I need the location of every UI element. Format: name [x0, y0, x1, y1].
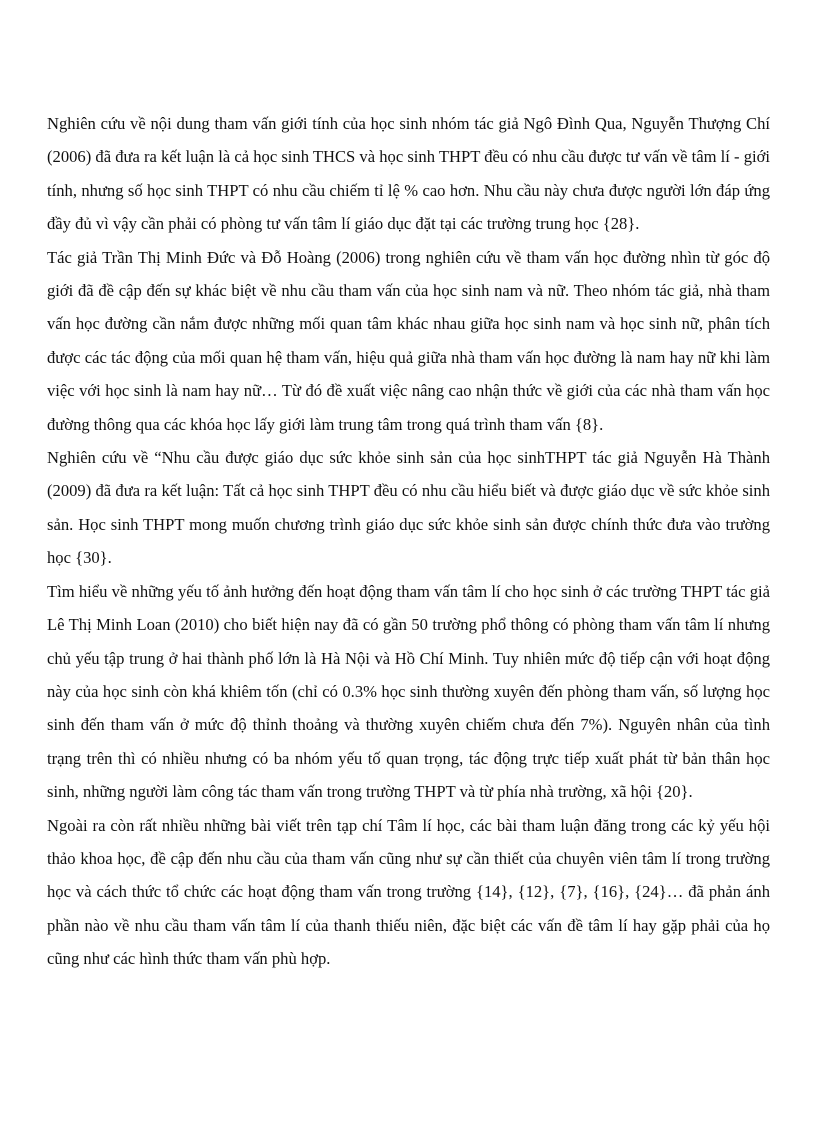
paragraph-reproductive-health: Nghiên cứu về “Nhu cầu được giáo dục sức khỏe sinh sản của học sinhTHPT tác giả Nguyễn Hà Thành (2009) đã đưa ra kết luận: Tất cả học sinh THPT đều có nhu cầu hiểu biết và được giáo dục về sức khỏe sinh sản. Học sinh THPT mong muốn chương trình giáo dục sức khỏe sinh sản được chính thức đưa vào trường học {30}. [47, 448, 770, 568]
paragraph-influencing-factors: Tìm hiểu về những yếu tố ảnh hưởng đến hoạt động tham vấn tâm lí cho học sinh ở các trường THPT tác giả Lê Thị Minh Loan (2010) cho biết hiện nay đã có gần 50 trường phổ thông có phòng tham vấn tâm lí nhưng chủ yếu tập trung ở hai thành phố lớn là Hà Nội và Hồ Chí Minh. Tuy nhiên mức độ tiếp cận với hoạt động này của học sinh còn khá khiêm tốn (chỉ có 0.3% học sinh thường xuyên đến phòng tham vấn, số lượng học sinh đến tham vấn ở mức độ thỉnh thoảng và thường xuyên chiếm chưa đến 7%). Nguyên nhân của tình trạng trên thì có nhiều nhưng có ba nhóm yếu tố quan trọng, tác động trực tiếp xuất phát từ bản thân học sinh, những người làm công tác tham vấn trong trường THPT và từ phía nhà trường, xã hội {20}. [47, 581, 770, 802]
paragraph-gender-counseling: Nghiên cứu về nội dung tham vấn giới tính của học sinh nhóm tác giả Ngô Đình Qua, Nguyễn Thượng Chí (2006) đã đưa ra kết luận là cả học sinh THCS và học sinh THPT đều có nhu cầu được tư vấn về tâm lí - giới tính, nhưng số học sinh THPT có nhu cầu chiếm tỉ lệ % cao hơn. Nhu cầu này chưa được người lớn đáp ứng đầy đủ vì vậy cần phải có phòng tư vấn tâm lí giáo dục đặt tại các trường trung học {28}. [47, 114, 770, 234]
document-page [47, 107, 770, 976]
paragraph-school-counseling-gender: Tác giả Trần Thị Minh Đức và Đỗ Hoàng (2006) trong nghiên cứu về tham vấn học đường nhìn từ góc độ giới đã đề cập đến sự khác biệt về nhu cầu tham vấn của học sinh nam và nữ. Theo nhóm tác giả, nhà tham vấn học đường cần nắm được những mối quan tâm khác nhau giữa học sinh nam và học sinh nữ, phân tích được các tác động của mối quan hệ tham vấn, hiệu quả giữa nhà tham vấn học đường là nam hay nữ khi làm việc với học sinh là nam hay nữ… Từ đó đề xuất việc nâng cao nhận thức về giới của các nhà tham vấn học đường thông qua các khóa học lấy giới làm trung tâm trong quá trình tham vấn {8}. [47, 247, 770, 434]
paragraph-other-publications: Ngoài ra còn rất nhiều những bài viết trên tạp chí Tâm lí học, các bài tham luận đăng trong các kỷ yếu hội thảo khoa học, đề cập đến nhu cầu của tham vấn cũng như sự cần thiết của chuyên viên tâm lí trong trường học và cách thức tổ chức các hoạt động tham vấn trong trường {14}, {12}, {7}, {16}, {24}… đã phản ánh phần nào về nhu cầu tham vấn tâm lí của thanh thiếu niên, đặc biệt các vấn đề tâm lí hay gặp phải của họ cũng như các hình thức tham vấn phù hợp. [47, 815, 770, 969]
